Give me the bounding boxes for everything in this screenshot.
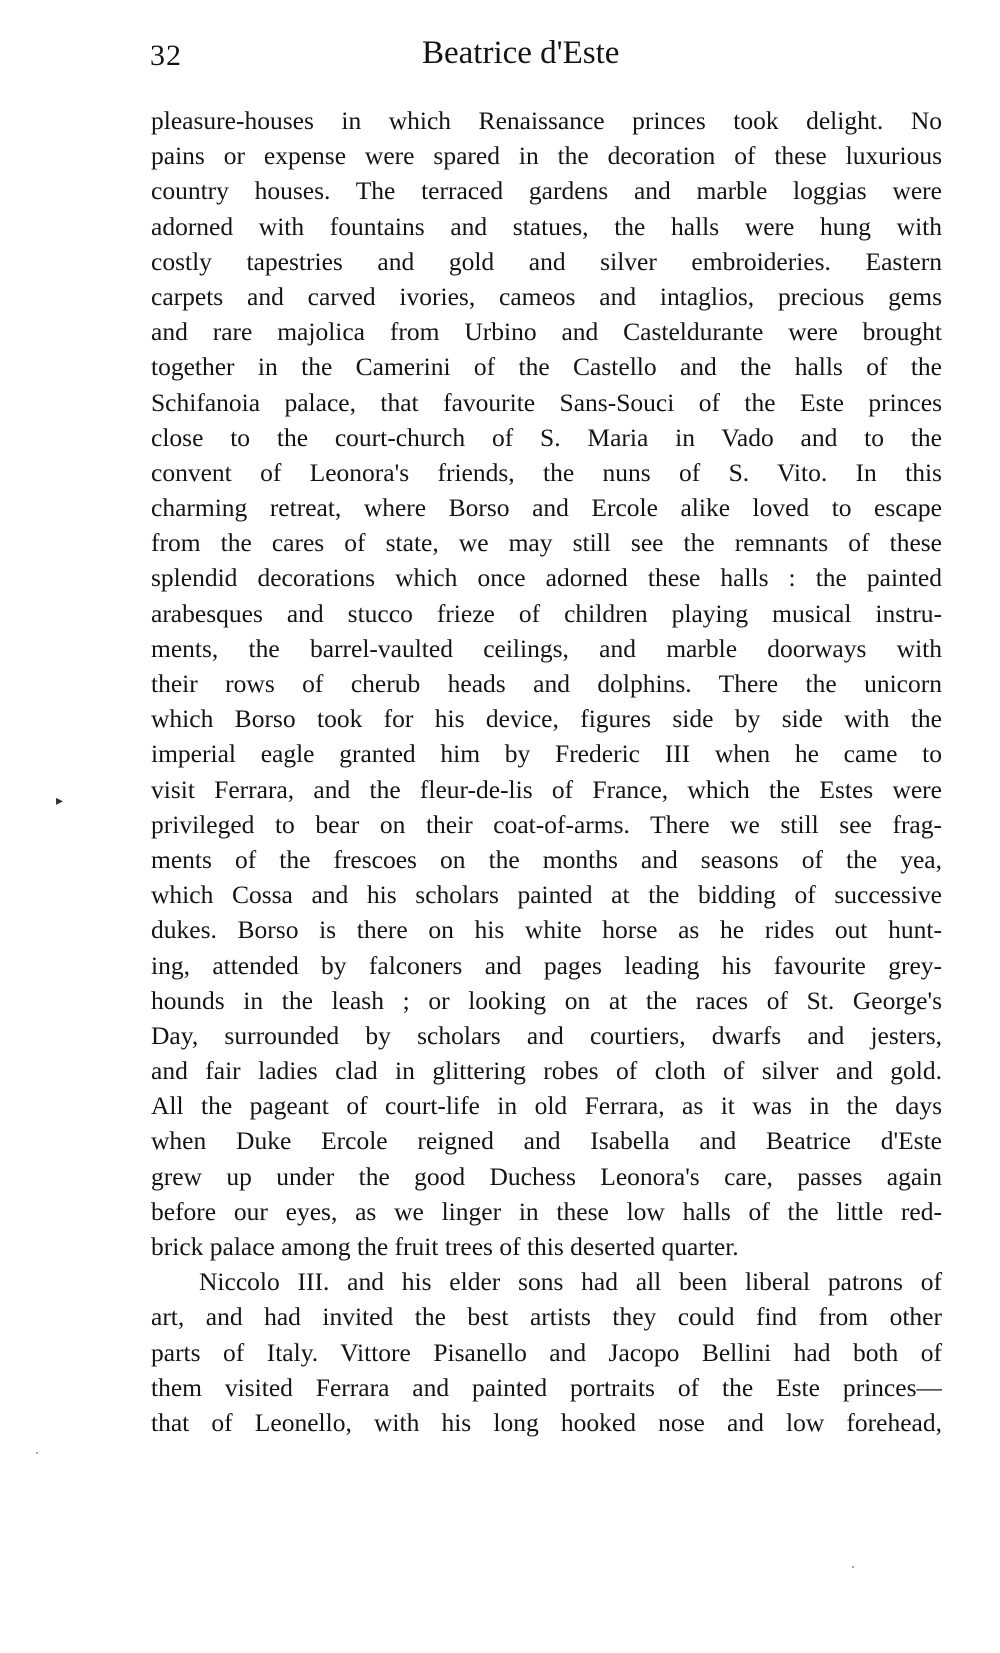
text-line: ments, the barrel-vaulted ceilings, and marble doorways with — [151, 633, 942, 663]
text-line: together in the Camerini of the Castello and the halls of the — [151, 352, 942, 382]
text-line: carpets and carved ivories, cameos and intaglios, precious gems — [151, 281, 942, 311]
text-line: ing, attended by falconers and pages leading his favourite grey- — [151, 950, 942, 980]
text-line: convent of Leonora's friends, the nuns of S. Vito. In this — [151, 457, 942, 487]
text-line: and fair ladies clad in glittering robes of cloth of silver and gold. — [151, 1056, 942, 1086]
text-line: pains or expense were spared in the decoration of these luxurious — [151, 141, 942, 171]
text-line: hounds in the leash ; or looking on at the races of St. George's — [151, 985, 942, 1015]
paragraph-2 — [151, 1264, 942, 1440]
text-line: that of Leonello, with his long hooked nose and low forehead, — [151, 1407, 942, 1437]
text-line: Day, surrounded by scholars and courtiers, dwarfs and jesters, — [151, 1020, 942, 1050]
paragraph-1 — [151, 103, 942, 1264]
text-line: which Borso took for his device, figures side by side with the — [151, 704, 942, 734]
text-line: them visited Ferrara and painted portraits of the Este princes— — [151, 1372, 942, 1402]
text-line: pleasure-houses in which Renaissance princes took delight. No — [151, 106, 942, 135]
text-line: ments of the frescoes on the months and seasons of the yea, — [151, 844, 942, 874]
text-line: adorned with fountains and statues, the halls were hung with — [151, 211, 942, 241]
text-line: country houses. The terraced gardens and marble loggias were — [151, 176, 942, 206]
text-line: privileged to bear on their coat-of-arms. There we still see frag- — [151, 809, 942, 839]
text-line: splendid decorations which once adorned these halls : the painted — [151, 563, 942, 593]
text-line: parts of Italy. Vittore Pisanello and Jacopo Bellini had both of — [151, 1337, 942, 1367]
text-line: art, and had invited the best artists they could find from other — [151, 1302, 942, 1332]
text-line: when Duke Ercole reigned and Isabella and Beatrice d'Este — [151, 1126, 942, 1156]
text-line: costly tapestries and gold and silver embroideries. Eastern — [151, 246, 942, 276]
text-line: Niccolo III. and his elder sons had all been liberal patrons of — [199, 1267, 942, 1297]
paper-speck — [36, 1452, 38, 1454]
body-text — [151, 103, 942, 1440]
text-line: visit Ferrara, and the fleur-de-lis of France, which the Estes were — [151, 774, 942, 804]
page-header — [150, 30, 942, 78]
text-line: before our eyes, as we linger in these low halls of the little red- — [151, 1196, 942, 1226]
running-title: Beatrice d'Este — [422, 35, 620, 71]
text-line: Schifanoia palace, that favourite Sans-Souci of the Este princes — [151, 387, 942, 417]
margin-mark: ▸ — [56, 794, 64, 809]
paper-speck — [852, 1566, 854, 1568]
text-line: their rows of cherub heads and dolphins. There the unicorn — [151, 669, 942, 698]
text-line: dukes. Borso is there on his white horse as he rides out hunt- — [151, 915, 942, 945]
page-number: 32 — [150, 39, 182, 72]
text-line: arabesques and stucco frieze of children playing musical instru- — [151, 598, 942, 628]
text-line: imperial eagle granted him by Frederic III when he came to — [151, 739, 942, 769]
text-line: grew up under the good Duchess Leonora's care, passes again — [151, 1161, 942, 1191]
text-line: charming retreat, where Borso and Ercole alike loved to escape — [151, 493, 942, 523]
text-line: close to the court-church of S. Maria in Vado and to the — [151, 422, 942, 452]
text-line: All the pageant of court-life in old Ferrara, as it was in the days — [151, 1091, 942, 1121]
text-line: from the cares of state, we may still see the remnants of these — [151, 528, 942, 558]
text-line: brick palace among the fruit trees of this deserted quarter. — [151, 1232, 739, 1261]
text-line: which Cossa and his scholars painted at the bidding of successive — [151, 880, 942, 910]
text-line: and rare majolica from Urbino and Casteldurante were brought — [151, 317, 942, 347]
